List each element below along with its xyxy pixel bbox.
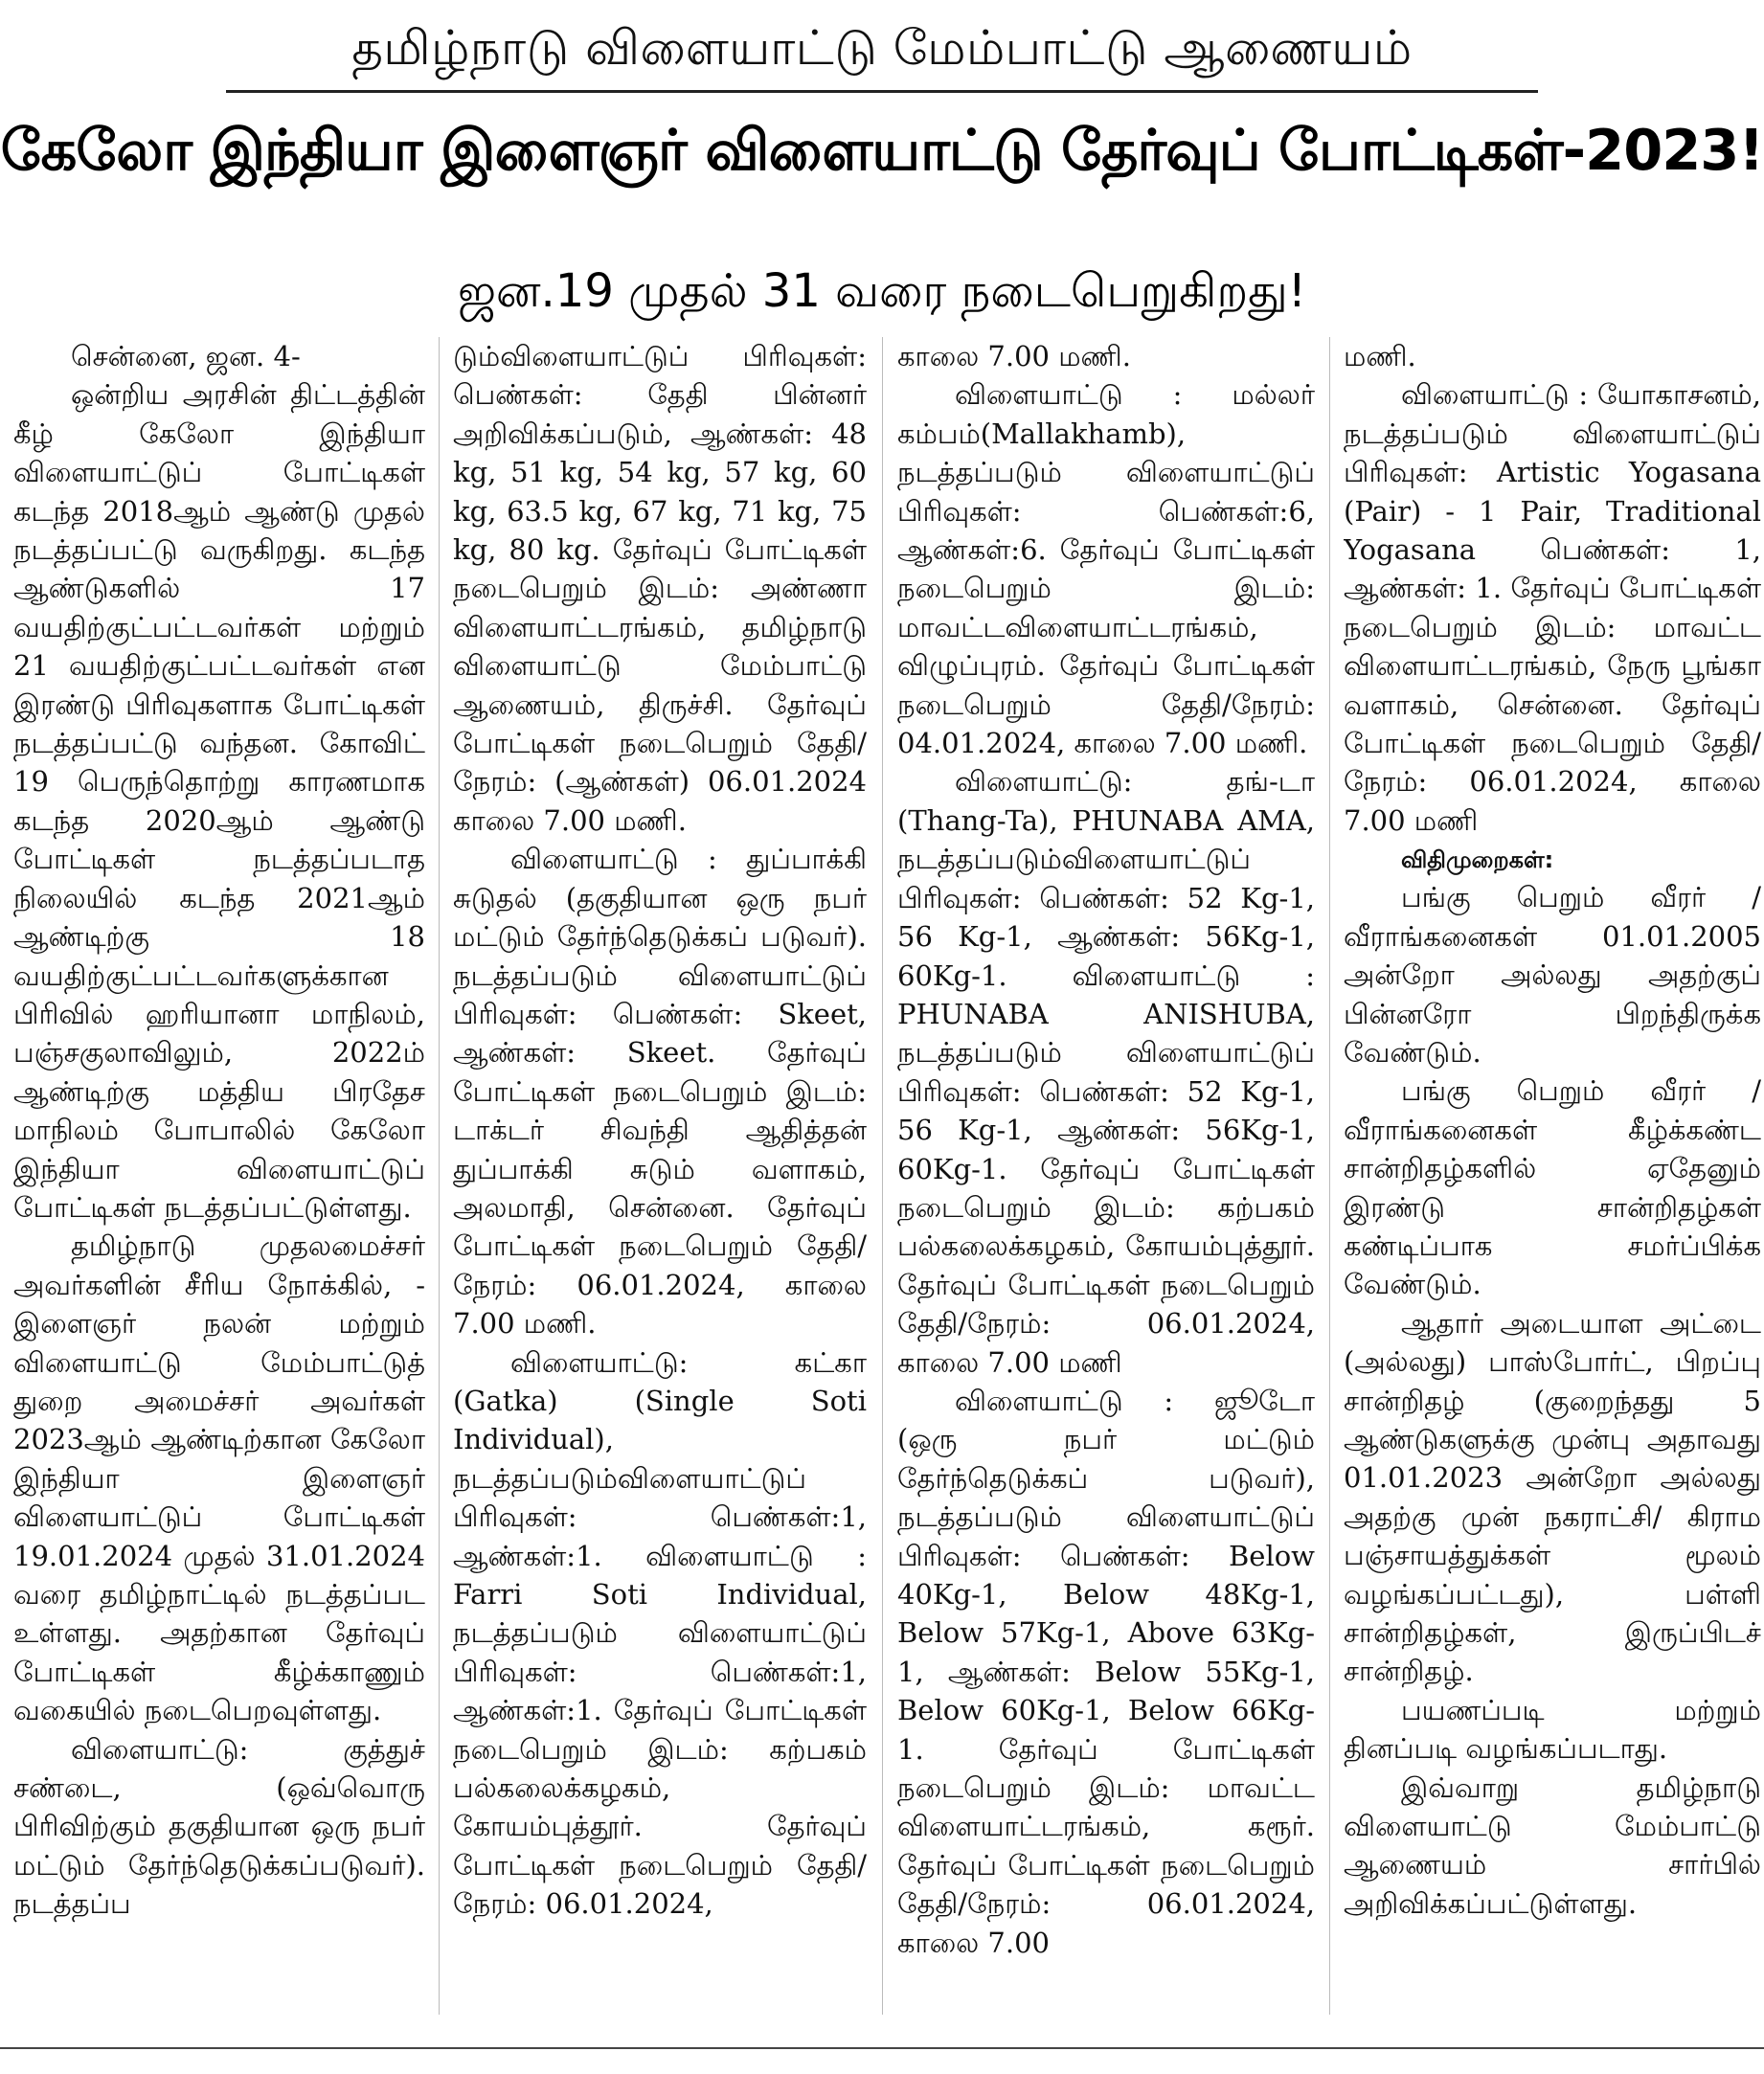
column-divider <box>439 337 440 2015</box>
article-column-3 <box>897 337 1315 2015</box>
body-paragraph: காலை 7.00 மணி. <box>897 340 1131 372</box>
column-divider <box>882 337 883 2015</box>
column-divider <box>1329 337 1330 2015</box>
article-column-2 <box>453 337 867 2015</box>
subheadline: ஜன.19 முதல் 31 வரை நடைபெறுகிறது! <box>457 264 1307 318</box>
rules-heading: விதிமுறைகள்: <box>1401 846 1554 874</box>
bottom-rule <box>0 2047 1764 2049</box>
body-paragraph: விளையாட்டு: குத்துச் சண்டை, (ஒவ்வொரு பிரிவிற்கும் தகுதியான ஒரு நபர் மட்டும் தேர்ந்தெடுக்கப்படுவர்). நடத்தப்ப <box>13 1732 425 1921</box>
body-paragraph: தமிழ்நாடு முதலமைச்சர் அவர்களின் சீரிய நோக்கில், - இளைஞர் நலன் மற்றும் விளையாட்டு மேம்பாட்டுத் துறை அமைச்சர் அவர்கள் 2023ஆம் ஆண்டிற்கான கேலோ இந்தியா இளைஞர் விளையாட்டுப் போட்டிகள் 19.01.2024 முதல் 31.01.2024 வரை தமிழ்நாட்டில் நடத்தப்பட உள்ளது. அதற்கான தேர்வுப் போட்டிகள் கீழ்க்காணும் வகையில் நடைபெறவுள்ளது. <box>13 1229 425 1727</box>
rule-paragraph: பங்கு பெறும் வீரர் / வீராங்கனைகள் கீழ்க்கண்ட சான்றிதழ்களில் ஏதேனும் இரண்டு சான்றிதழ்கள் கண்டிப்பாக சமர்ப்பிக்க வேண்டும். <box>1344 1074 1761 1301</box>
body-paragraph: விளையாட்டு : மல்லர் கம்பம்(Mallakhamb), நடத்தப்படும் விளையாட்டுப் பிரிவுகள்: பெண்கள்:6, ஆண்கள்:6. தேர்வுப் போட்டிகள் நடைபெறும் இடம்: மாவட்டவிளையாட்டரங்கம், விழுப்புரம். தேர்வுப் போட்டிகள் நடைபெறும் தேதி/நேரம்: 04.01.2024, காலை 7.00 மணி. <box>897 378 1315 760</box>
body-paragraph: விளையாட்டு : துப்பாக்கி சுடுதல் (தகுதியான ஒரு நபர் மட்டும் தேர்ந்தெடுக்கப் படுவர்). நடத்தப்படும் விளையாட்டுப் பிரிவுகள்: பெண்கள்: Skeet, ஆண்கள்: Skeet. தேர்வுப் போட்டிகள் நடைபெறும் இடம்: டாக்டர் சிவந்தி ஆதித்தன் துப்பாக்கி சுடும் வளாகம், அலமாதி, சென்னை. தேர்வுப் போட்டிகள் நடைபெறும் தேதி/ நேரம்: 06.01.2024, காலை 7.00 மணி. <box>453 843 867 1341</box>
article-column-1 <box>13 337 425 2015</box>
body-paragraph: விளையாட்டு: தங்-டா (Thang-Ta), PHUNABA AMA, நடத்தப்படும்விளையாட்டுப் பிரிவுகள்: பெண்கள்: 52 Kg-1, 56 Kg-1, ஆண்கள்: 56Kg-1, 60Kg-1. விளையாட்டு : PHUNABA ANISHUBA, நடத்தப்படும் விளையாட்டுப் பிரிவுகள்: பெண்கள்: 52 Kg-1, 56 Kg-1, ஆண்கள்: 56Kg-1, 60Kg-1. தேர்வுப் போட்டிகள் நடைபெறும் இடம்: கற்பகம் பல்கலைக்கழகம், கோயம்புத்தூர். தேர்வுப் போட்டிகள் நடைபெறும் தேதி/நேரம்: 06.01.2024, காலை 7.00 மணி <box>897 765 1315 1379</box>
dateline: சென்னை, ஜன. 4- <box>71 340 301 372</box>
rule-paragraph: பங்கு பெறும் வீரர் / வீராங்கனைகள் 01.01.2005 அன்றோ அல்லது அதற்குப் பின்னரோ பிறந்திருக்க வேண்டும். <box>1344 881 1761 1069</box>
kicker-rule <box>226 90 1538 93</box>
body-paragraph: டும்விளையாட்டுப் பிரிவுகள்: பெண்கள்: தேதி பின்னர் அறிவிக்கப்படும், ஆண்கள்: 48 kg, 51 kg, 54 kg, 57 kg, 60 kg, 63.5 kg, 67 kg, 71 kg, 75 kg, 80 kg. தேர்வுப் போட்டிகள் நடைபெறும் இடம்: அண்ணா விளையாட்டரங்கம், தமிழ்நாடு விளையாட்டு மேம்பாட்டு ஆணையம், திருச்சி. தேர்வுப் போட்டிகள் நடைபெறும் தேதி/நேரம்: (ஆண்கள்) 06.01.2024 காலை 7.00 மணி. <box>453 340 867 837</box>
article-column-4 <box>1344 337 1761 2015</box>
body-paragraph: விளையாட்டு : ஜூடோ (ஒரு நபர் மட்டும் தேர்ந்தெடுக்கப் படுவர்), நடத்தப்படும் விளையாட்டுப் பிரிவுகள்: பெண்கள்: Below 40Kg-1, Below 48Kg-1, Below 57Kg-1, Above 63Kg-1, ஆண்கள்: Below 55Kg-1, Below 60Kg-1, Below 66Kg-1. தேர்வுப் போட்டிகள் நடைபெறும் இடம்: மாவட்ட விளையாட்டரங்கம், கரூர். தேர்வுப் போட்டிகள் நடைபெறும் தேதி/நேரம்: 06.01.2024, காலை 7.00 <box>897 1384 1315 1959</box>
headline: கேலோ இந்தியா இளைஞர் விளையாட்டு தேர்வுப் போட்டிகள்-2023! <box>0 117 1764 183</box>
kicker-line: தமிழ்நாடு விளையாட்டு மேம்பாட்டு ஆணையம் <box>351 20 1413 76</box>
rule-paragraph: ஆதார் அடையாள அட்டை (அல்லது) பாஸ்போர்ட், பிறப்பு சான்றிதழ் (குறைந்தது 5 ஆண்டுகளுக்கு முன்பு அதாவது 01.01.2023 அன்றோ அல்லது அதற்கு முன் நகராட்சி/ கிராம பஞ்சாயத்துக்கள் மூலம் வழங்கப்பட்டது), பள்ளி சான்றிதழ்கள், இருப்பிடச் சான்றிதழ். <box>1344 1306 1761 1688</box>
body-paragraph: மணி. <box>1344 340 1416 372</box>
rule-paragraph: பயணப்படி மற்றும் தினப்படி வழங்கப்படாது. <box>1344 1693 1761 1766</box>
body-paragraph: விளையாட்டு : யோகாசனம், நடத்தப்படும் விளையாட்டுப் பிரிவுகள்: Artistic Yogasana (Pair) - 1 Pair, Traditional Yogasana பெண்கள்: 1, ஆண்கள்: 1. தேர்வுப் போட்டிகள் நடைபெறும் இடம்: மாவட்ட விளையாட்டரங்கம், நேரு பூங்கா வளாகம், சென்னை. தேர்வுப் போட்டிகள் நடைபெறும் தேதி/நேரம்: 06.01.2024, காலை 7.00 மணி <box>1344 378 1761 837</box>
rule-paragraph: இவ்வாறு தமிழ்நாடு விளையாட்டு மேம்பாட்டு ஆணையம் சார்பில் அறிவிக்கப்பட்டுள்ளது. <box>1344 1770 1761 1920</box>
body-paragraph: விளையாட்டு: கட்கா (Gatka) (Single Soti Individual), நடத்தப்படும்விளையாட்டுப் பிரிவுகள்: பெண்கள்:1, ஆண்கள்:1. விளையாட்டு : Farri Soti Individual, நடத்தப்படும் விளையாட்டுப் பிரிவுகள்: பெண்கள்:1, ஆண்கள்:1. தேர்வுப் போட்டிகள் நடைபெறும் இடம்: கற்பகம் பல்கலைக்கழகம், கோயம்புத்தூர். தேர்வுப் போட்டிகள் நடைபெறும் தேதி/நேரம்: 06.01.2024, <box>453 1345 867 1921</box>
body-paragraph: ஒன்றிய அரசின் திட்டத்தின் கீழ் கேலோ இந்தியா விளையாட்டுப் போட்டிகள் கடந்த 2018ஆம் ஆண்டு முதல் நடத்தப்பட்டு வருகிறது. கடந்த ஆண்டுகளில் 17 வயதிற்குட்பட்டவர்கள் மற்றும் 21 வயதிற்குட்பட்டவர்கள் என இரண்டு பிரிவுகளாக போட்டிகள் நடத்தப்பட்டு வந்தன. கோவிட் 19 பெருந்தொற்று காரணமாக கடந்த 2020ஆம் ஆண்டு போட்டிகள் நடத்தப்படாத நிலையில் கடந்த 2021ஆம் ஆண்டிற்கு 18 வயதிற்குட்பட்டவர்களுக்கான பிரிவில் ஹரியானா மாநிலம், பஞ்சகுலாவிலும், 2022ம் ஆண்டிற்கு மத்திய பிரதேச மாநிலம் போபாலில் கேலோ இந்தியா விளையாட்டுப் போட்டிகள் நடத்தப்பட்டுள்ளது. <box>13 378 425 1224</box>
